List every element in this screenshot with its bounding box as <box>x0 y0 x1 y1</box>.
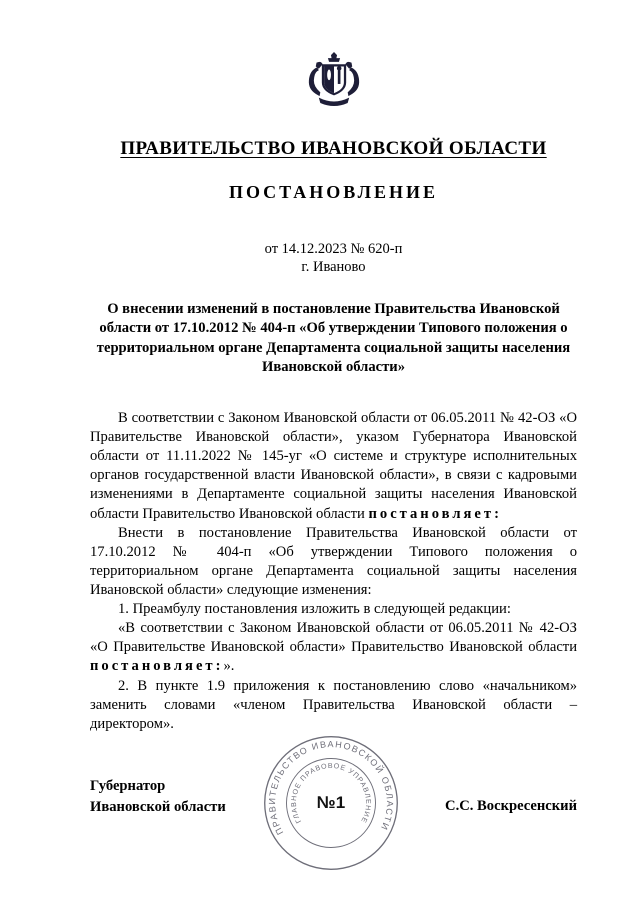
org-name-title: ПРАВИТЕЛЬСТВО ИВАНОВСКОЙ ОБЛАСТИ <box>120 138 547 159</box>
body-paragraph-3: 1. Преамбулу постановления изложить в следующей редакции: <box>118 601 511 618</box>
stamp-inner-text: ГЛАВНОЕ ПРАВОВОЕ УПРАВЛЕНИЕ <box>289 761 373 825</box>
signer-position-line1: Губернатор <box>90 778 166 794</box>
coat-of-arms-icon <box>90 52 577 122</box>
body-paragraph-4 <box>90 619 577 676</box>
date-number-line: от 14.12.2023 № 620-п <box>264 241 403 257</box>
signer-position-line2: Ивановской области <box>90 799 226 816</box>
body-paragraph-1 <box>90 409 577 524</box>
paragraph-text: В соответствии с Законом Ивановской области от 06.05.2011 № 42-ОЗ «О Правительстве Ивановской области», указом Губернатора Ивановской области от 11.11.2022 № 145-уг «О системе и структуре исполнительных органов государственной власти Ивановской области», в связи с кадровыми изменениями в Департаменте социальной защиты населения Ивановской области Правительство Ивановской области <box>90 410 577 522</box>
body-paragraph-5: 2. В пункте 1.9 приложения к постановлению слово «начальником» заменить словами «членом Правительства Ивановской области – директором». <box>90 677 577 732</box>
subject-title: О внесении изменений в постановление Правительства Ивановской области от 17.10.2012 № 404-п «Об утверждении Типового положения о территориальном органе Департамента социальной защиты населения Ивановской области» <box>96 301 571 375</box>
resolves-emphasis: постановляет: <box>368 505 502 522</box>
resolves-emphasis: постановляет: <box>90 658 224 675</box>
city-line: г. Иваново <box>301 259 366 275</box>
signer-position <box>90 776 226 818</box>
document-type-title: ПОСТАНОВЛЕНИЕ <box>228 182 439 202</box>
paragraph-text: «В соответствии с Законом Ивановской области от 06.05.2011 № 42-ОЗ «О Правительстве Ивановской области» Правительство Ивановской области <box>90 620 577 656</box>
signer-name: С.С. Воскресенский <box>445 798 577 814</box>
body-paragraph-2: Внести в постановление Правительства Ивановской области от 17.10.2012 № 404-п «Об утверждении Типового положения о территориальном органе Департамента социальной защиты населения Ивановской области» следующие изменения: <box>90 524 577 598</box>
stamp-number: №1 <box>316 793 346 812</box>
paragraph-tail: ». <box>223 658 235 675</box>
stamp-outer-text: ПРАВИТЕЛЬСТВО ИВАНОВСКОЙ ОБЛАСТИ <box>267 739 395 837</box>
document-body <box>90 409 577 734</box>
signature-block <box>90 738 577 898</box>
official-stamp <box>260 732 402 874</box>
